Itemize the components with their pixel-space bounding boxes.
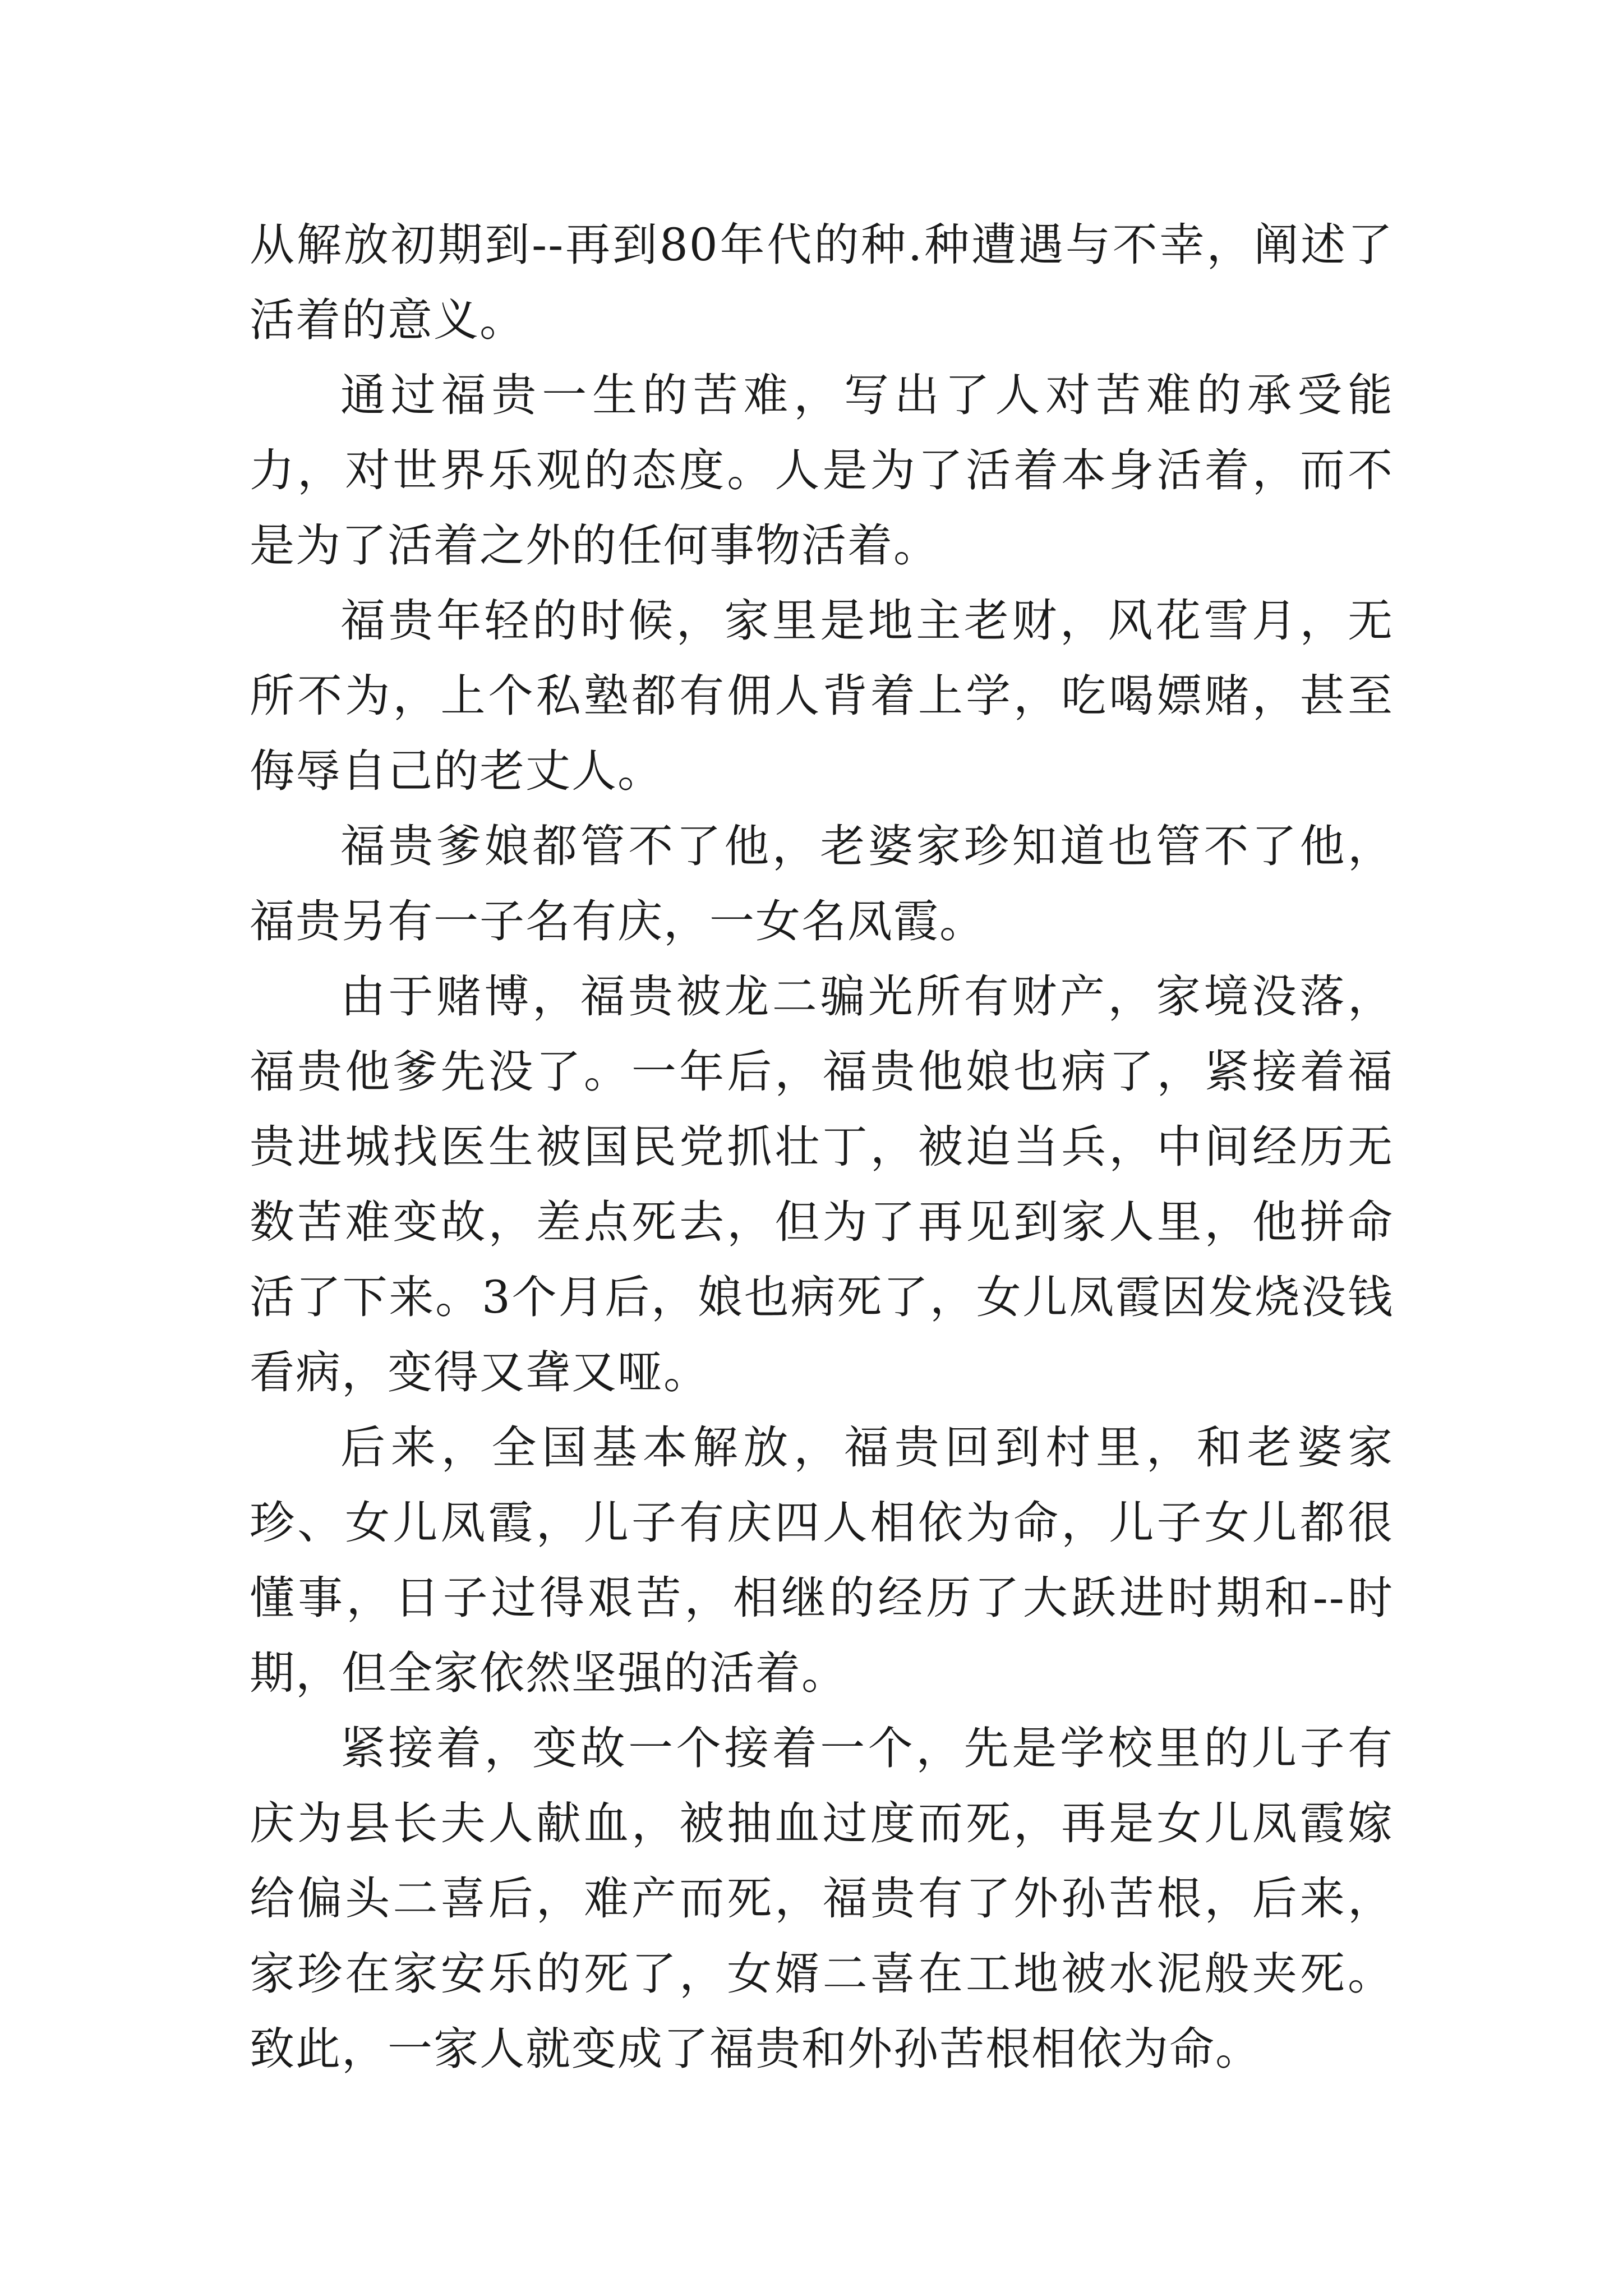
- paragraph-6: 后来，全国基本解放，福贵回到村里，和老婆家珍、女儿凤霞，儿子有庆四人相依为命，儿子女儿都很懂事，日子过得艰苦，相继的经历了大跃进时期和--时期，但全家依然坚强的活着。: [250, 1421, 1394, 1699]
- paragraph-7: 紧接着，变故一个接着一个，先是学校里的儿子有庆为县长夫人献血，被抽血过度而死，再是女儿凤霞嫁给偏头二喜后，难产而死，福贵有了外孙苦根，后来，家珍在家安乐的死了，女婿二喜在工地被水泥般夹死。致此，一家人就变成了福贵和外孙苦根相依为命。: [250, 1722, 1394, 2075]
- paragraph-4: 福贵爹娘都管不了他，老婆家珍知道也管不了他，福贵另有一子名有庆，一女名凤霞。: [250, 820, 1394, 947]
- paragraph-1: 从解放初期到--再到80年代的种.种遭遇与不幸，阐述了活着的意义。: [250, 219, 1394, 346]
- document-body: [250, 208, 1394, 2087]
- paragraph-2: 通过福贵一生的苦难，写出了人对苦难的承受能力，对世界乐观的态度。人是为了活着本身活着，而不是为了活着之外的任何事物活着。: [250, 369, 1394, 572]
- paragraph-3: 福贵年轻的时候，家里是地主老财，风花雪月，无所不为，上个私塾都有佣人背着上学，吃喝嫖赌，甚至侮辱自己的老丈人。: [250, 595, 1394, 797]
- paragraph-5: 由于赌博，福贵被龙二骗光所有财产，家境没落，福贵他爹先没了。一年后，福贵他娘也病了，紧接着福贵进城找医生被国民党抓壮丁，被迫当兵，中间经历无数苦难变故，差点死去，但为了再见到家人里，他拼命活了下来。3个月后，娘也病死了，女儿凤霞因发烧没钱看病，变得又聋又哑。: [250, 970, 1394, 1398]
